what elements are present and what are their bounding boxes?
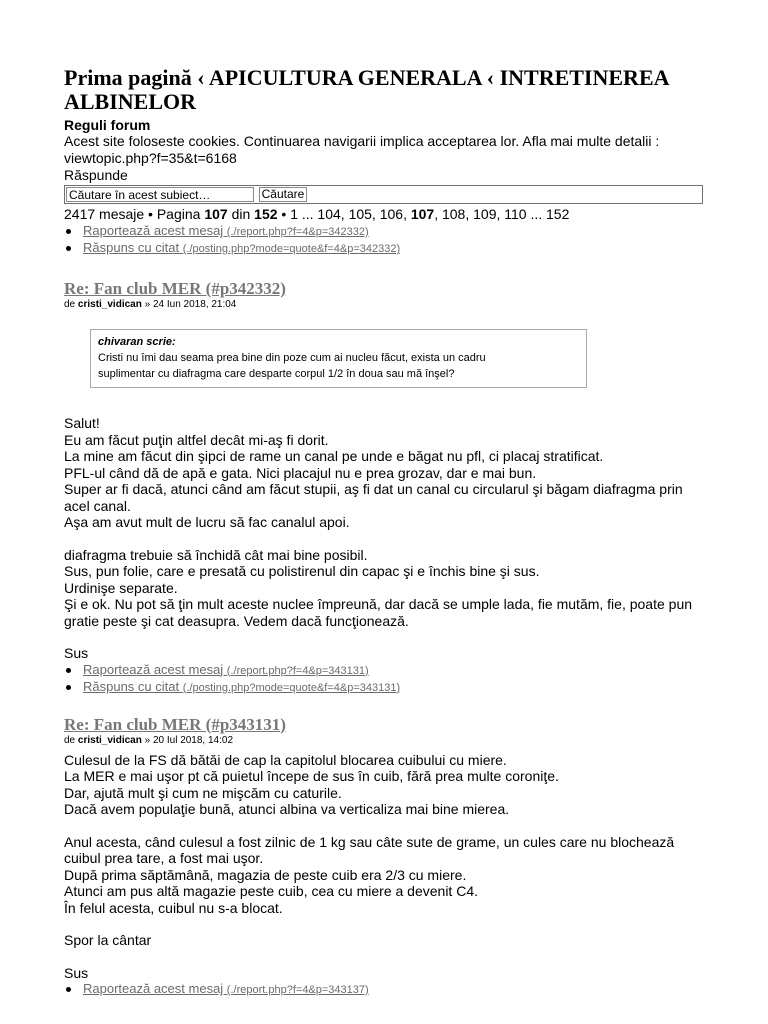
post-byline bbox=[64, 299, 704, 311]
cookie-details-link[interactable]: viewtopic.php?f=35&t=6168 bbox=[64, 150, 237, 166]
post-author[interactable]: cristi_vidican bbox=[77, 734, 142, 746]
report-post-link[interactable]: Raportează acest mesaj bbox=[83, 981, 227, 996]
post-line: Dacă avem populaţie bună, atunci albina va verticaliza mai bine mierea. bbox=[64, 801, 510, 817]
report-post-item[interactable] bbox=[64, 662, 704, 679]
report-post-item[interactable] bbox=[64, 981, 704, 998]
quote-line: Cristi nu îmi dau seama prea bine din poze cum ai nucleu făcut, exista un cadru bbox=[98, 352, 486, 364]
post-line: Eu am făcut puţin altfel decât mi-aş fi dorit. bbox=[64, 431, 329, 448]
post-line: Spor la cântar bbox=[64, 932, 152, 948]
report-post-item[interactable] bbox=[64, 223, 704, 240]
post-body bbox=[64, 415, 704, 662]
quote-reply-url[interactable]: (./posting.php?mode=quote&f=4&p=342332) bbox=[182, 243, 401, 255]
quote-reply-url[interactable]: (./posting.php?mode=quote&f=4&p=343131) bbox=[182, 681, 401, 694]
post-line: cuibul prea tare, a fost mai uşor. bbox=[64, 850, 264, 866]
post-line: PFL-ul când dă de apă e gata. Nici placajul nu e prea grozav, dar e mai bun. bbox=[64, 464, 537, 481]
post-line: Sus, pun folie, care e presată cu polistirenul din capac şi e închis bine şi sus. bbox=[64, 563, 540, 579]
post-date: » 24 Iun 2018, 21:04 bbox=[141, 299, 237, 310]
byline-prefix: de bbox=[64, 734, 78, 746]
post-line: Anul acesta, când culesul a fost zilnic de 1 kg sau câte sute de grame, un cules care nu blochează bbox=[64, 833, 675, 850]
quote-block bbox=[90, 329, 587, 388]
quote-reply-item[interactable] bbox=[64, 679, 704, 696]
report-post-url[interactable]: (./report.php?f=4&p=342332) bbox=[226, 226, 369, 238]
post-line: Urdinişe separate. bbox=[64, 579, 178, 596]
post-date: » 20 Iul 2018, 14:02 bbox=[141, 734, 234, 746]
post-line: După prima săptămână, magazia de peste cuib era 2/3 cu miere. bbox=[64, 866, 467, 883]
post-line: Culesul de la FS dă bătăi de cap la capitolul blocarea cuibului cu miere. bbox=[64, 751, 507, 768]
post bbox=[64, 279, 704, 696]
pagination-current-page: 107 bbox=[410, 206, 435, 222]
post-line: La mine am făcut din şipci de rame un canal pe unde e băgat nu pfl, ci placaj stratificat. bbox=[64, 448, 604, 464]
report-post-url[interactable]: (./report.php?f=4&p=343137) bbox=[226, 984, 369, 996]
rules-link[interactable]: Reguli forum bbox=[64, 117, 151, 133]
post-line: Dar, ajută mult şi cum ne mişcăm cu caturile. bbox=[64, 784, 342, 801]
quote-reply-link[interactable]: Răspuns cu citat bbox=[83, 678, 183, 694]
topic-search-form bbox=[64, 185, 703, 204]
back-to-top-link[interactable]: Sus bbox=[64, 964, 89, 981]
post bbox=[64, 715, 704, 999]
page-title: Prima pagină ‹ APICULTURA GENERALA ‹ INTRETINEREA ALBINELOR bbox=[64, 65, 669, 114]
post-byline bbox=[64, 735, 704, 747]
forum-page bbox=[64, 66, 704, 998]
post-title[interactable]: Re: Fan club MER (#p343131) bbox=[64, 714, 286, 734]
post-line: acel canal. bbox=[64, 497, 131, 514]
cookie-text: Acest site foloseste cookies. Continuarea navigarii implica acceptarea lor. Afla mai multe detalii : bbox=[64, 133, 660, 149]
post-body bbox=[64, 752, 704, 982]
byline-prefix: de bbox=[64, 299, 78, 310]
pagination-total: 152 bbox=[254, 206, 278, 222]
pagination-current: 107 bbox=[204, 206, 228, 222]
search-input[interactable]: Căutare în acest subiect… bbox=[66, 187, 254, 202]
post-line: În felul acesta, cuibul nu s-a blocat. bbox=[64, 899, 283, 916]
post-line: diafragma trebuie să închidă cât mai bine posibil. bbox=[64, 546, 368, 563]
pagination-of: din bbox=[227, 206, 255, 222]
post-line: La MER e mai uşor pt că puietul începe de sus în cuib, fără prea multe coroniţe. bbox=[64, 768, 559, 784]
back-to-top-link[interactable]: Sus bbox=[64, 645, 89, 661]
post-line: gratie peste şi cat deasupra. Vedem dacă funcţionează. bbox=[64, 612, 409, 629]
reply-button[interactable]: Răspunde bbox=[64, 167, 128, 183]
quote-reply-item[interactable] bbox=[64, 240, 704, 257]
post-line: Atunci am pus altă magazie peste cuib, cea cu miere a devenit C4. bbox=[64, 883, 478, 899]
post-title[interactable]: Re: Fan club MER (#p342332) bbox=[64, 279, 286, 298]
post-line: Super ar fi dacă, atunci când am făcut stupii, aş fi dat un canal cu circularul şi băgam diafragma prin bbox=[64, 481, 683, 497]
quote-line: suplimentar cu diafragma care desparte corpul 1/2 în doua sau mă înşel? bbox=[98, 368, 455, 380]
cookie-notice bbox=[64, 133, 704, 167]
top-action-list bbox=[64, 223, 704, 257]
report-post-link[interactable]: Raportează acest mesaj bbox=[83, 223, 227, 238]
report-post-url[interactable]: (./report.php?f=4&p=343131) bbox=[226, 664, 369, 677]
pagination-pages-after[interactable]: , 108, 109, 110 ... 152 bbox=[434, 206, 570, 222]
search-button[interactable]: Căutare bbox=[259, 187, 307, 202]
post-action-list bbox=[64, 981, 704, 998]
pagination bbox=[64, 206, 704, 223]
pagination-pages[interactable]: • 1 ... 104, 105, 106, bbox=[277, 206, 411, 222]
post-action-list bbox=[64, 662, 704, 696]
post-line: Şi e ok. Nu pot să ţin mult aceste nuclee împreună, dar dacă se umple lada, fie mutăm, fie, poate pun bbox=[64, 596, 693, 612]
pagination-count: 2417 mesaje • Pagina bbox=[64, 206, 205, 222]
post-line: Aşa am avut mult de lucru să fac canalul apoi. bbox=[64, 514, 350, 530]
quote-reply-link[interactable]: Răspuns cu citat bbox=[83, 240, 183, 255]
quote-author: chivaran scrie: bbox=[98, 336, 176, 348]
post-line: Salut! bbox=[64, 415, 100, 431]
report-post-link[interactable]: Raportează acest mesaj bbox=[83, 661, 227, 677]
post-author[interactable]: cristi_vidican bbox=[77, 299, 142, 310]
